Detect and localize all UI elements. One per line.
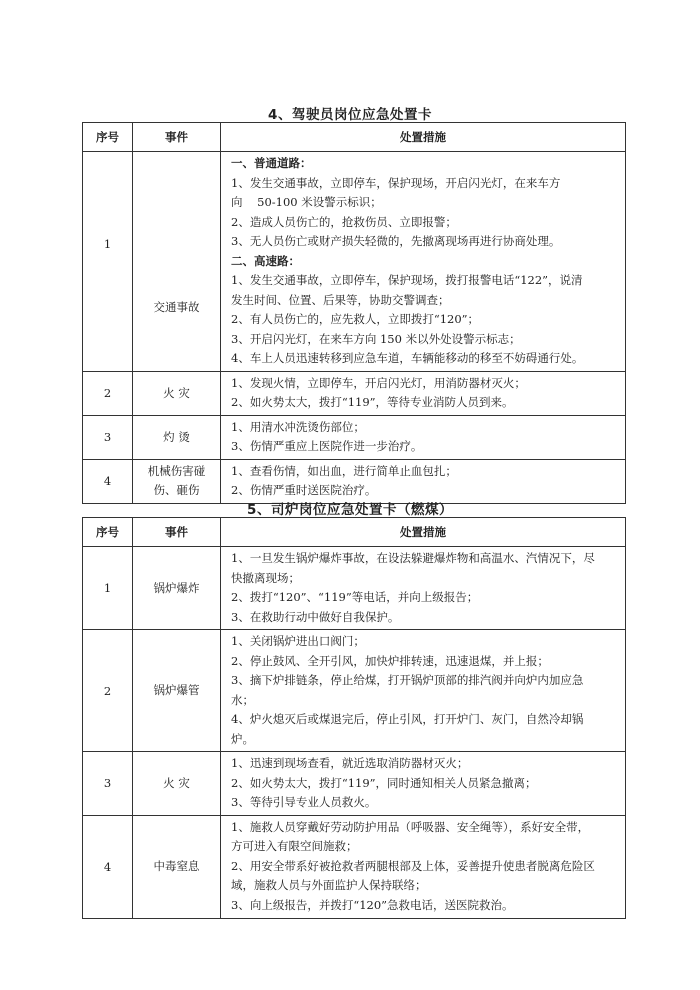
row-measures bbox=[221, 152, 626, 372]
row-measures bbox=[221, 630, 626, 752]
row-no: 3 bbox=[83, 752, 133, 816]
measure-line: 1、一旦发生锅炉爆炸事故，在设法躲避爆炸物和高温水、汽情况下，尽 bbox=[231, 551, 595, 565]
measure-line: 2、造成人员伤亡的，抢救伤员、立即报警； bbox=[231, 214, 457, 229]
measure-line: 1、发生交通事故，立即停车，保护现场，开启闪光灯，在来车方 bbox=[231, 175, 561, 190]
row-event: 火 灾 bbox=[133, 371, 221, 415]
table-header-row bbox=[83, 123, 626, 152]
card5-title: 5、司炉岗位应急处置卡（燃煤） bbox=[247, 502, 453, 518]
card4-title: 4、驾驶员岗位应急处置卡 bbox=[268, 107, 432, 123]
measure-line: 3、摘下炉排链条，停止给煤，打开锅炉顶部的排汽阀并向炉内加应急 bbox=[231, 673, 584, 687]
table-row bbox=[83, 415, 626, 459]
row-no: 3 bbox=[83, 415, 133, 459]
table-row bbox=[83, 752, 626, 816]
measure-line: 4、车上人员迅速转移到应急车道，车辆能移动的移至不妨碍通行处。 bbox=[231, 351, 584, 365]
header-event: 事件 bbox=[133, 123, 221, 152]
measure-line: 3、等待引导专业人员救火。 bbox=[231, 795, 377, 809]
card5-table bbox=[82, 517, 626, 919]
header-no: 序号 bbox=[83, 518, 133, 547]
measure-line: 2、有人员伤亡的，应先救人，立即拨打“120”； bbox=[231, 312, 480, 326]
row-no: 2 bbox=[83, 371, 133, 415]
table-row bbox=[83, 152, 626, 372]
measure-line: 2、拨打“120”、“119”等电话，并向上级报告； bbox=[231, 590, 479, 604]
measure-line: 1、发生交通事故，立即停车，保护现场，拨打报警电话“122”，说清 bbox=[231, 273, 583, 287]
table-row bbox=[83, 547, 626, 630]
measure-line: 1、发现火情，立即停车，开启闪光灯，用消防器材灭火； bbox=[231, 375, 526, 390]
header-measures: 处置措施 bbox=[221, 123, 626, 152]
row-event: 中毒窒息 bbox=[133, 815, 221, 918]
measure-line: 快撤离现场； bbox=[231, 570, 300, 585]
row-measures bbox=[221, 752, 626, 816]
measure-line: 3、伤情严重应上医院作进一步治疗。 bbox=[231, 439, 423, 453]
measure-line: 1、关闭锅炉进出口阀门； bbox=[231, 634, 365, 648]
table-header-row bbox=[83, 518, 626, 547]
section-heading: 二、高速路： bbox=[231, 253, 300, 268]
measure-line: 向 50-100 米设警示标识； bbox=[231, 195, 382, 209]
event-line: 伤、砸伤 bbox=[153, 483, 200, 497]
measure-line: 3、在救助行动中做好自我保护。 bbox=[231, 609, 400, 624]
section-heading: 一、普通道路： bbox=[231, 156, 312, 170]
row-event: 锅炉爆管 bbox=[133, 630, 221, 752]
measure-line: 方可进入有限空间施救； bbox=[231, 839, 358, 854]
measure-line: 2、用安全带系好被抢救者两腿根部及上体，妥善提升使患者脱离危险区 bbox=[231, 858, 595, 873]
measure-line: 3、无人员伤亡或财产损失轻微的，先撤离现场再进行协商处理。 bbox=[231, 234, 561, 248]
row-event: 灼 烫 bbox=[133, 415, 221, 459]
measure-line: 3、开启闪光灯，在来车方向 150 米以外处设警示标志； bbox=[231, 331, 521, 346]
table-row bbox=[83, 630, 626, 752]
row-measures bbox=[221, 547, 626, 630]
header-measures: 处置措施 bbox=[221, 518, 626, 547]
measure-line: 炉。 bbox=[231, 731, 254, 746]
measure-line: 2、伤情严重时送医院治疗。 bbox=[231, 483, 377, 497]
measure-line: 2、如火势太大，拨打“119”，同时通知相关人员紧急撤离； bbox=[231, 775, 537, 790]
measure-line: 4、炉火熄灭后或煤退完后，停止引风，打开炉门、灰门，自然冷却锅 bbox=[231, 712, 584, 726]
header-no: 序号 bbox=[83, 123, 133, 152]
measure-line: 水； bbox=[231, 692, 254, 707]
measure-line: 2、如火势太大，拨打“119”，等待专业消防人员到来。 bbox=[231, 395, 514, 409]
measure-line: 发生时间、位置、后果等，协助交警调查； bbox=[231, 292, 450, 307]
row-no: 1 bbox=[83, 152, 133, 372]
row-no: 4 bbox=[83, 815, 133, 918]
card4-table bbox=[82, 122, 626, 504]
measure-line: 域，施救人员与外面监护人保持联络； bbox=[231, 878, 427, 893]
row-no: 2 bbox=[83, 630, 133, 752]
measure-line: 3、向上级报告，并拨打“120”急救电话，送医院救治。 bbox=[231, 897, 514, 912]
row-measures bbox=[221, 371, 626, 415]
measure-line: 1、迅速到现场查看，就近选取消防器材灭火； bbox=[231, 756, 469, 770]
row-measures bbox=[221, 815, 626, 918]
row-event: 锅炉爆炸 bbox=[133, 547, 221, 630]
row-no: 4 bbox=[83, 459, 133, 503]
row-event: 交通事故 bbox=[133, 152, 221, 372]
measure-line: 1、查看伤情，如出血，进行简单止血包扎； bbox=[231, 463, 457, 478]
event-line: 机械伤害碰 bbox=[147, 464, 206, 478]
table-row bbox=[83, 815, 626, 918]
row-event: 火 灾 bbox=[133, 752, 221, 816]
measure-line: 1、施救人员穿戴好劳动防护用品（呼吸器、安全绳等），系好安全带， bbox=[231, 819, 590, 834]
row-event bbox=[133, 459, 221, 503]
measure-line: 2、停止鼓风、全开引风，加快炉排转速，迅速退煤，并上报； bbox=[231, 653, 549, 668]
table-row bbox=[83, 459, 626, 503]
header-event: 事件 bbox=[133, 518, 221, 547]
table-row bbox=[83, 371, 626, 415]
row-measures bbox=[221, 415, 626, 459]
measure-line: 1、用清水冲洗烫伤部位； bbox=[231, 419, 365, 434]
row-measures bbox=[221, 459, 626, 503]
row-no: 1 bbox=[83, 547, 133, 630]
